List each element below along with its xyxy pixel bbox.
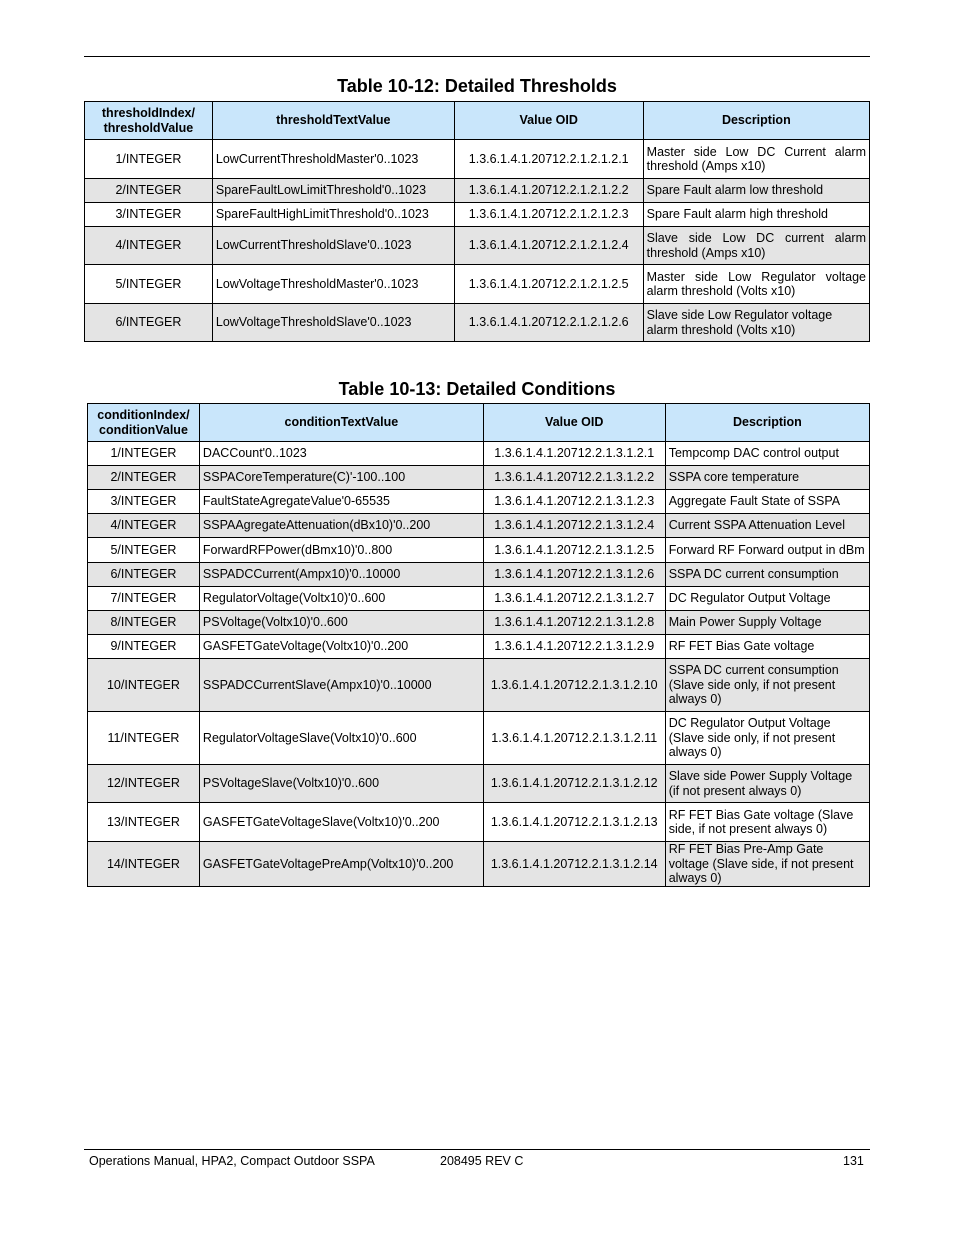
column-header: Description bbox=[665, 404, 869, 442]
description-cell: DC Regulator Output Voltage bbox=[665, 587, 869, 611]
oid-cell: 1.3.6.1.4.1.20712.2.1.3.1.2.1 bbox=[483, 442, 665, 466]
index-cell: 9/INTEGER bbox=[88, 635, 200, 659]
header-rule bbox=[84, 56, 870, 57]
description-cell: SSPA DC current consumption (Slave side only, if not present always 0) bbox=[665, 659, 869, 712]
oid-cell: 1.3.6.1.4.1.20712.2.1.3.1.2.12 bbox=[483, 765, 665, 803]
description-cell: Aggregate Fault State of SSPA bbox=[665, 490, 869, 514]
text-value-cell: ForwardRFPower(dBmx10)'0..800 bbox=[199, 538, 483, 563]
text-value-cell: SpareFaultLowLimitThreshold'0..1023 bbox=[212, 179, 454, 203]
description-cell: Spare Fault alarm high threshold bbox=[643, 203, 869, 227]
text-value-cell: LowCurrentThresholdMaster'0..1023 bbox=[212, 140, 454, 179]
oid-cell: 1.3.6.1.4.1.20712.2.1.2.1.2.2 bbox=[454, 179, 643, 203]
oid-cell: 1.3.6.1.4.1.20712.2.1.3.1.2.3 bbox=[483, 490, 665, 514]
thresholds-caption: Table 10-12: Detailed Thresholds bbox=[337, 76, 617, 96]
table-row bbox=[88, 514, 870, 538]
table-row bbox=[88, 803, 870, 842]
description-cell: Master side Low DC Current alarm threshold (Amps x10) bbox=[643, 140, 869, 179]
text-value-cell: SSPAAgregateAttenuation(dBx10)'0..200 bbox=[199, 514, 483, 538]
oid-cell: 1.3.6.1.4.1.20712.2.1.3.1.2.13 bbox=[483, 803, 665, 842]
description-cell: Slave side Power Supply Voltage (if not present always 0) bbox=[665, 765, 869, 803]
text-value-cell: PSVoltageSlave(Voltx10)'0..600 bbox=[199, 765, 483, 803]
text-value-cell: GASFETGateVoltageSlave(Voltx10)'0..200 bbox=[199, 803, 483, 842]
oid-cell: 1.3.6.1.4.1.20712.2.1.2.1.2.4 bbox=[454, 227, 643, 265]
index-cell: 14/INTEGER bbox=[88, 842, 200, 887]
conditions-table bbox=[87, 403, 870, 887]
text-value-cell: GASFETGateVoltage(Voltx10)'0..200 bbox=[199, 635, 483, 659]
description-cell: SSPA core temperature bbox=[665, 466, 869, 490]
table-row bbox=[88, 587, 870, 611]
index-cell: 3/INTEGER bbox=[85, 203, 213, 227]
thresholds-table bbox=[84, 101, 870, 342]
index-cell: 13/INTEGER bbox=[88, 803, 200, 842]
index-cell: 8/INTEGER bbox=[88, 611, 200, 635]
oid-cell: 1.3.6.1.4.1.20712.2.1.2.1.2.3 bbox=[454, 203, 643, 227]
oid-cell: 1.3.6.1.4.1.20712.2.1.3.1.2.6 bbox=[483, 563, 665, 587]
index-cell: 7/INTEGER bbox=[88, 587, 200, 611]
description-cell: Tempcomp DAC control output bbox=[665, 442, 869, 466]
column-header: conditionTextValue bbox=[199, 404, 483, 442]
table-row bbox=[85, 140, 870, 179]
description-cell: RF FET Bias Pre-Amp Gate voltage (Slave side, if not present always 0) bbox=[665, 842, 869, 887]
footer-doc-number: 208495 REV C bbox=[440, 1154, 524, 1168]
table-row bbox=[88, 490, 870, 514]
footer-rule bbox=[84, 1149, 870, 1150]
index-cell: 10/INTEGER bbox=[88, 659, 200, 712]
column-header: Value OID bbox=[454, 102, 643, 140]
column-header: Description bbox=[643, 102, 869, 140]
text-value-cell: LowCurrentThresholdSlave'0..1023 bbox=[212, 227, 454, 265]
table-row bbox=[88, 712, 870, 765]
oid-cell: 1.3.6.1.4.1.20712.2.1.2.1.2.6 bbox=[454, 304, 643, 342]
text-value-cell: SSPADCCurrent(Ampx10)'0..10000 bbox=[199, 563, 483, 587]
oid-cell: 1.3.6.1.4.1.20712.2.1.3.1.2.5 bbox=[483, 538, 665, 563]
table-row bbox=[88, 635, 870, 659]
column-header: conditionIndex/ conditionValue bbox=[88, 404, 200, 442]
text-value-cell: SSPACoreTemperature(C)'-100..100 bbox=[199, 466, 483, 490]
text-value-cell: SpareFaultHighLimitThreshold'0..1023 bbox=[212, 203, 454, 227]
table-row bbox=[88, 765, 870, 803]
text-value-cell: GASFETGateVoltagePreAmp(Voltx10)'0..200 bbox=[199, 842, 483, 887]
description-cell: Main Power Supply Voltage bbox=[665, 611, 869, 635]
description-cell: DC Regulator Output Voltage (Slave side only, if not present always 0) bbox=[665, 712, 869, 765]
table-row bbox=[88, 466, 870, 490]
table-row bbox=[88, 538, 870, 563]
table-row bbox=[85, 265, 870, 304]
index-cell: 1/INTEGER bbox=[85, 140, 213, 179]
index-cell: 4/INTEGER bbox=[88, 514, 200, 538]
table-row bbox=[88, 842, 870, 887]
oid-cell: 1.3.6.1.4.1.20712.2.1.3.1.2.2 bbox=[483, 466, 665, 490]
description-cell: SSPA DC current consumption bbox=[665, 563, 869, 587]
text-value-cell: SSPADCCurrentSlave(Ampx10)'0..10000 bbox=[199, 659, 483, 712]
description-cell: Forward RF Forward output in dBm bbox=[665, 538, 869, 563]
table-header-row bbox=[88, 404, 870, 442]
table-row bbox=[85, 304, 870, 342]
text-value-cell: LowVoltageThresholdMaster'0..1023 bbox=[212, 265, 454, 304]
index-cell: 6/INTEGER bbox=[88, 563, 200, 587]
text-value-cell: PSVoltage(Voltx10)'0..600 bbox=[199, 611, 483, 635]
index-cell: 11/INTEGER bbox=[88, 712, 200, 765]
text-value-cell: RegulatorVoltage(Voltx10)'0..600 bbox=[199, 587, 483, 611]
index-cell: 2/INTEGER bbox=[85, 179, 213, 203]
index-cell: 4/INTEGER bbox=[85, 227, 213, 265]
index-cell: 2/INTEGER bbox=[88, 466, 200, 490]
oid-cell: 1.3.6.1.4.1.20712.2.1.3.1.2.10 bbox=[483, 659, 665, 712]
text-value-cell: LowVoltageThresholdSlave'0..1023 bbox=[212, 304, 454, 342]
index-cell: 12/INTEGER bbox=[88, 765, 200, 803]
footer-manual-title: Operations Manual, HPA2, Compact Outdoor SSPA bbox=[89, 1154, 375, 1168]
description-cell: Spare Fault alarm low threshold bbox=[643, 179, 869, 203]
column-header: thresholdIndex/ thresholdValue bbox=[85, 102, 213, 140]
description-cell: Slave side Low DC current alarm threshold (Amps x10) bbox=[643, 227, 869, 265]
description-cell: RF FET Bias Gate voltage (Slave side, if not present always 0) bbox=[665, 803, 869, 842]
index-cell: 3/INTEGER bbox=[88, 490, 200, 514]
table-row bbox=[85, 227, 870, 265]
text-value-cell: DACCount'0..1023 bbox=[199, 442, 483, 466]
description-cell: Master side Low Regulator voltage alarm threshold (Volts x10) bbox=[643, 265, 869, 304]
oid-cell: 1.3.6.1.4.1.20712.2.1.2.1.2.1 bbox=[454, 140, 643, 179]
table-row bbox=[85, 203, 870, 227]
footer-page-number: 131 bbox=[843, 1154, 864, 1168]
oid-cell: 1.3.6.1.4.1.20712.2.1.3.1.2.14 bbox=[483, 842, 665, 887]
oid-cell: 1.3.6.1.4.1.20712.2.1.2.1.2.5 bbox=[454, 265, 643, 304]
table-header-row bbox=[85, 102, 870, 140]
oid-cell: 1.3.6.1.4.1.20712.2.1.3.1.2.8 bbox=[483, 611, 665, 635]
column-header: Value OID bbox=[483, 404, 665, 442]
table-row bbox=[88, 563, 870, 587]
index-cell: 5/INTEGER bbox=[88, 538, 200, 563]
oid-cell: 1.3.6.1.4.1.20712.2.1.3.1.2.4 bbox=[483, 514, 665, 538]
description-cell: RF FET Bias Gate voltage bbox=[665, 635, 869, 659]
description-cell: Current SSPA Attenuation Level bbox=[665, 514, 869, 538]
oid-cell: 1.3.6.1.4.1.20712.2.1.3.1.2.11 bbox=[483, 712, 665, 765]
conditions-caption: Table 10-13: Detailed Conditions bbox=[338, 379, 616, 399]
oid-cell: 1.3.6.1.4.1.20712.2.1.3.1.2.9 bbox=[483, 635, 665, 659]
index-cell: 5/INTEGER bbox=[85, 265, 213, 304]
text-value-cell: RegulatorVoltageSlave(Voltx10)'0..600 bbox=[199, 712, 483, 765]
column-header: thresholdTextValue bbox=[212, 102, 454, 140]
table-row bbox=[88, 442, 870, 466]
table-row bbox=[88, 611, 870, 635]
text-value-cell: FaultStateAgregateValue'0-65535 bbox=[199, 490, 483, 514]
description-cell: Slave side Low Regulator voltage alarm threshold (Volts x10) bbox=[643, 304, 869, 342]
index-cell: 1/INTEGER bbox=[88, 442, 200, 466]
oid-cell: 1.3.6.1.4.1.20712.2.1.3.1.2.7 bbox=[483, 587, 665, 611]
table-row bbox=[85, 179, 870, 203]
table-row bbox=[88, 659, 870, 712]
index-cell: 6/INTEGER bbox=[85, 304, 213, 342]
